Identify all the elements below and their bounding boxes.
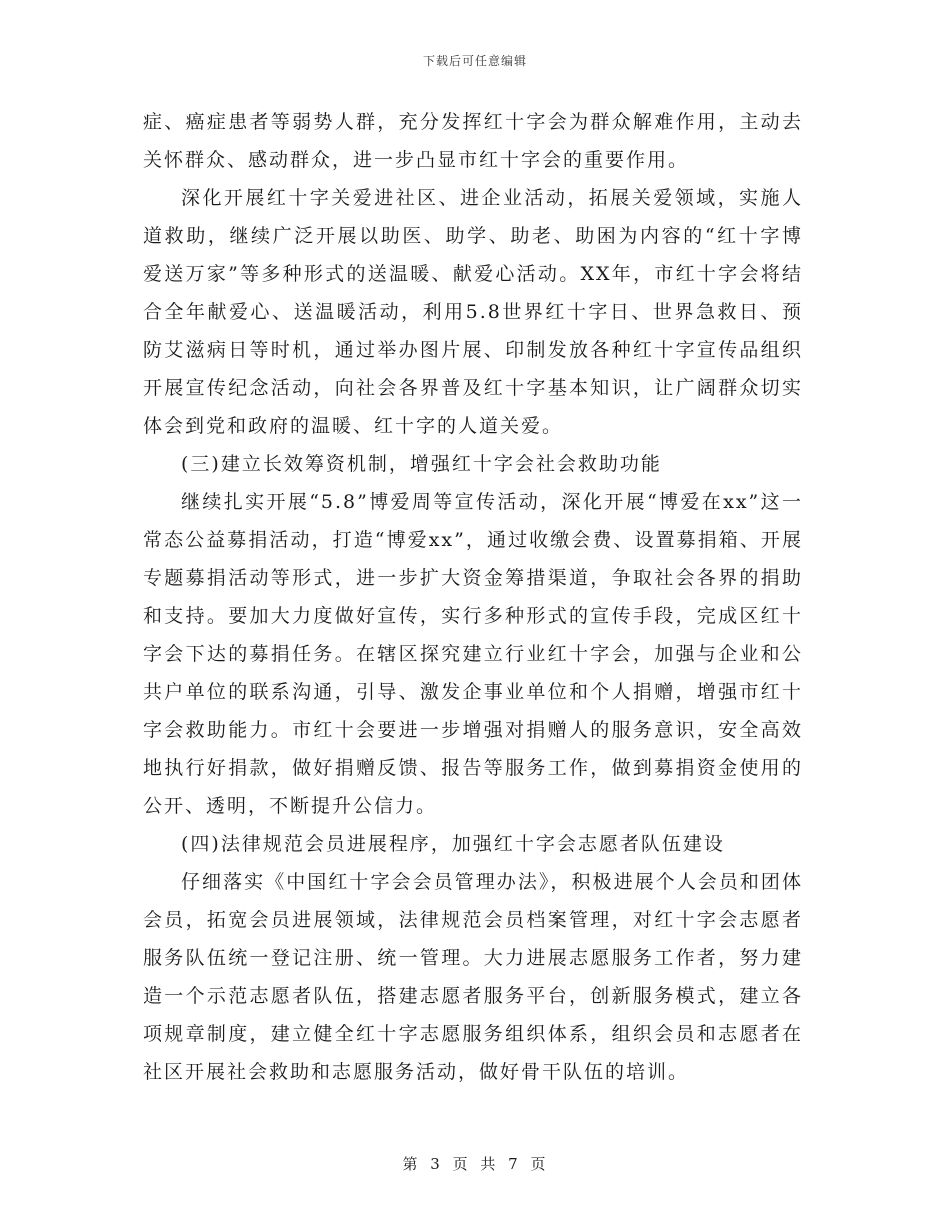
page-number: 第 3 页 共 7 页 xyxy=(402,1155,548,1173)
section-heading-volunteers: (四)法律规范会员进展程序，加强红十字会志愿者队伍建设 xyxy=(181,833,725,855)
paragraph-fundraising: 继续扎实开展“5.8”博爱周等宣传活动，深化开展“博爱在xx”这一常态公益募捐活动，打造“博爱xx”，通过收缴会费、设置募捐箱、开展专题募捐活动等形式，进一步扩大资金筹措渠道，争取社会各界的捐助和支持。要加大力度做好宣传，实行多种形式的宣传手段，完成区红十字会下达的募捐任务。在辖区探究建立行业红十字会，加强与企业和公共户单位的联系沟通，引导、激发企事业单位和个人捐赠，增强市红十字会救助能力。市红十会要进一步增强对捐赠人的服务意识，安全高效地执行好捐款，做好捐赠反馈、报告等服务工作，做到募捐资金使用的公开、透明，不断提升公信力。 xyxy=(143,491,803,817)
page-header-note: 下载后可任意编辑 xyxy=(422,54,527,68)
paragraph-volunteers: 仔细落实《中国红十字会会员管理办法》，积极进展个人会员和团体会员，拓宽会员进展领域，法律规范会员档案管理，对红十字会志愿者服务队伍统一登记注册、统一管理。大力进展志愿服务工作者，努力建造一个示范志愿者队伍，搭建志愿者服务平台，创新服务模式，建立各项规章制度，建立健全红十字志愿服务组织体系，组织会员和志愿者在社区开展社会救助和志愿服务活动，做好骨干队伍的培训。 xyxy=(143,871,803,1083)
paragraph-care-activities: 深化开展红十字关爱进社区、进企业活动，拓展关爱领域，实施人道救助，继续广泛开展以助医、助学、助老、助困为内容的“红十字博爱送万家”等多种形式的送温暖、献爱心活动。XX年，市红十字会将结合全年献爱心、送温暖活动，利用5.8世界红十字日、世界急救日、预防艾滋病日等时机，通过举办图片展、印制发放各种红十字宣传品组织开展宣传纪念活动，向社会各界普及红十字基本知识，让广阔群众切实体会到党和政府的温暖、红十字的人道关爱。 xyxy=(143,187,803,437)
section-heading-fundraising: (三)建立长效筹资机制，增强红十字会社会救助功能 xyxy=(181,453,662,475)
paragraph-continuation: 症、癌症患者等弱势人群，充分发挥红十字会为群众解难作用，主动去关怀群众、感动群众，进一步凸显市红十字会的重要作用。 xyxy=(143,111,803,171)
document-body xyxy=(143,103,803,1091)
